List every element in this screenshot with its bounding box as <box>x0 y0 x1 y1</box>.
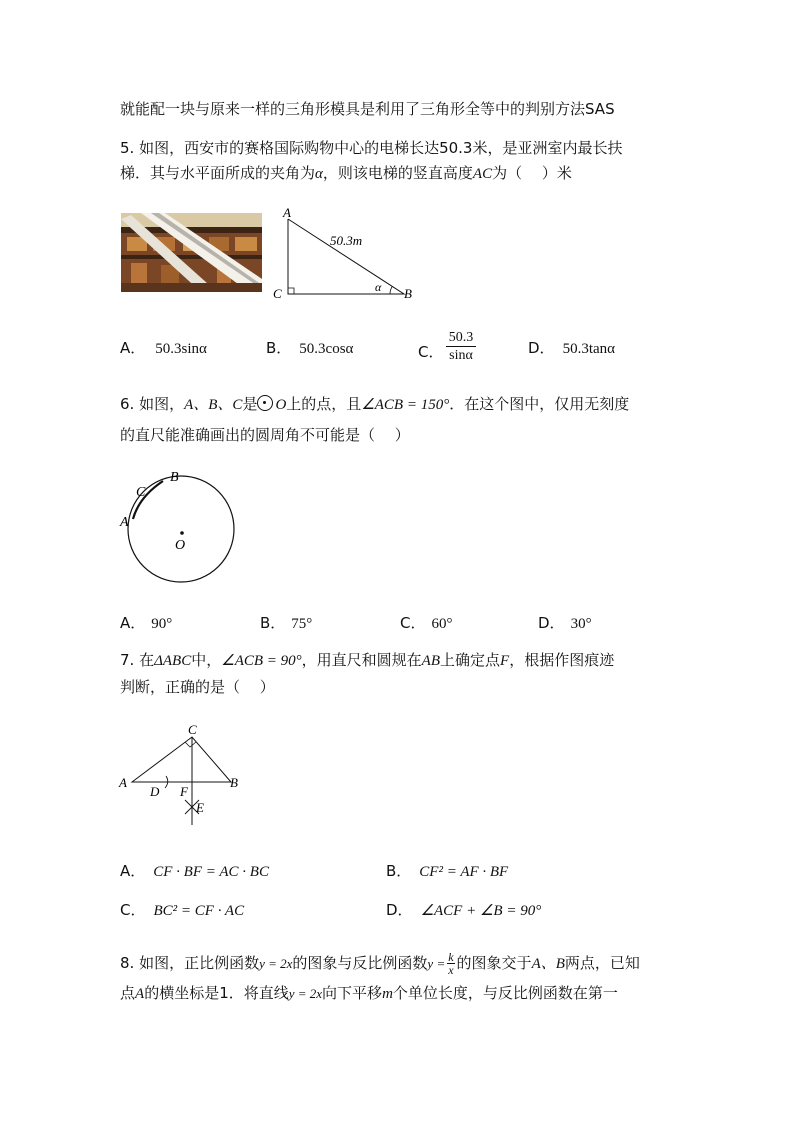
q6-option-a[interactable] <box>120 613 172 634</box>
q7-option-b-label: B． <box>386 862 412 880</box>
q6-option-c[interactable] <box>400 613 452 634</box>
q7-label-b: B <box>230 775 238 790</box>
q5-option-c-denominator: sinα <box>449 348 473 363</box>
q6-option-d-value: 30° <box>570 616 592 632</box>
q6-label-a: A <box>120 515 129 530</box>
q6-points: A、B、C <box>184 397 243 413</box>
q7-option-a[interactable] <box>120 861 269 882</box>
q8-point-a: A <box>135 986 145 1002</box>
q8-line1 <box>120 951 640 976</box>
q6-circle-figure <box>115 465 245 595</box>
q7-line2: 判断，正确的是（ ） <box>120 678 275 696</box>
q5-label-c: C <box>273 286 282 301</box>
q8-func2-num: k <box>448 950 454 964</box>
q8-text-a: 8. 如图，正比例函数 <box>120 954 260 972</box>
q5-option-d-value: 50.3tanα <box>562 341 615 357</box>
q7-text-a: 7. 在 <box>120 651 155 669</box>
q7-option-a-value: CF · BF = AC · BC <box>153 864 269 880</box>
q8-func2-left: y = <box>427 956 446 971</box>
q6-option-c-label: C． <box>400 614 426 632</box>
q6-line2: 的直尺能准确画出的圆周角不可能是（ ） <box>120 426 410 444</box>
q5-option-d[interactable] <box>528 338 615 359</box>
q7-triangle-figure <box>118 720 248 830</box>
q8-func2-fraction <box>447 951 454 976</box>
q7-label-a: A <box>119 775 127 790</box>
q5-ac: AC <box>472 166 493 182</box>
q7-ab: AB <box>421 653 440 669</box>
q6-label-c: C <box>136 485 146 500</box>
q8-text-c: 的图象交于 <box>456 954 532 972</box>
q5-option-d-label: D． <box>528 339 555 357</box>
q7-label-d: D <box>150 784 160 799</box>
q6-option-c-value: 60° <box>431 616 453 632</box>
q7-text-e: ，根据作图痕迹 <box>509 651 615 669</box>
q5-line2 <box>120 163 572 184</box>
q6-text-a: 6. 如图， <box>120 395 185 413</box>
q7-option-c-value: BC² = CF · AC <box>153 903 245 919</box>
q7-text-d: 上确定点 <box>440 651 501 669</box>
q7-triangle: ΔABC <box>154 653 192 669</box>
q5-text-c: 为（ ）米 <box>492 164 572 182</box>
q7-text-b: 中， <box>191 651 222 669</box>
q8-m: m <box>382 986 393 1002</box>
q7-option-d-label: D． <box>386 901 413 919</box>
q5-option-c-label: C． <box>418 343 444 361</box>
q7-label-f: F <box>180 784 188 799</box>
q8-points: A、B <box>531 956 565 972</box>
q6-label-o: O <box>175 538 186 553</box>
q8-text-d: 两点，已知 <box>564 954 640 972</box>
q6-text-c: 上的点，且 <box>286 395 362 413</box>
q7-angle: ∠ACB = 90° <box>221 653 302 669</box>
q7-option-b-value: CF² = AF · BF <box>419 864 509 880</box>
q6-o: O <box>275 397 287 413</box>
q5-option-a-value: 50.3sinα <box>155 341 207 357</box>
q8-text-e: 点 <box>120 984 136 1002</box>
q5-label-alpha: α <box>375 280 382 294</box>
q6-option-b-value: 75° <box>291 616 313 632</box>
q5-angle-arc <box>390 286 392 294</box>
q6-option-a-label: A． <box>120 614 146 632</box>
q5-option-b[interactable] <box>266 338 353 359</box>
q5-option-a-label: A． <box>120 339 146 357</box>
q6-option-a-value: 90° <box>151 616 173 632</box>
q6-option-d[interactable] <box>538 613 592 634</box>
q5-text-a: 梯．其与水平面所成的夹角为 <box>120 164 316 182</box>
q7-text-c: ，用直尺和圆规在 <box>301 651 422 669</box>
q6-circle-o-symbol <box>257 395 275 411</box>
q5-label-length: 50.3m <box>330 233 363 248</box>
q7-option-c[interactable] <box>120 900 244 921</box>
q7-label-c: C <box>188 722 197 737</box>
q5-label-a: A <box>283 205 291 220</box>
q8-text-b: 的图象与反比例函数 <box>292 954 428 972</box>
q6-text-b: 是 <box>242 395 258 413</box>
q5-label-b: B <box>404 286 412 301</box>
q7-right-angle-mark <box>185 742 196 747</box>
q7-option-d[interactable] <box>386 900 541 921</box>
intro-line: 就能配一块与原来一样的三角形模具是利用了三角形全等中的判别方法SAS <box>120 100 615 118</box>
escalator-photo <box>121 213 262 292</box>
q5-triangle <box>288 219 404 294</box>
q8-text-h: 个单位长度，与反比例函数在第一 <box>392 984 618 1002</box>
q7-option-b[interactable] <box>386 861 508 882</box>
q6-option-b-label: B． <box>260 614 286 632</box>
q7-label-e: E <box>196 800 204 815</box>
q5-triangle-figure <box>273 205 418 301</box>
q8-func1: y = 2x <box>259 956 293 971</box>
q5-option-b-label: B． <box>266 339 292 357</box>
q7-option-d-value: ∠ACF + ∠B = 90° <box>420 903 542 919</box>
q6-option-d-label: D． <box>538 614 565 632</box>
q6-line1 <box>120 394 629 415</box>
q8-text-f: 的横坐标是1．将直线 <box>144 984 289 1002</box>
q5-option-c-numerator: 50.3 <box>448 330 474 345</box>
q6-option-b[interactable] <box>260 613 312 634</box>
q8-line2 <box>120 983 618 1004</box>
q8-func2-den: x <box>448 963 454 977</box>
q5-right-angle-mark <box>288 288 294 294</box>
q5-text-b: ，则该电梯的竖直高度 <box>322 164 473 182</box>
q8-text-g: 向下平移 <box>322 984 383 1002</box>
q5-option-a[interactable] <box>120 338 207 359</box>
q6-angle: ∠ACB = 150° <box>361 397 450 413</box>
q6-center-point <box>180 531 184 535</box>
q5-option-b-value: 50.3cosα <box>299 341 354 357</box>
q7-option-a-label: A． <box>120 862 146 880</box>
q7-option-c-label: C． <box>120 901 146 919</box>
q8-func3: y = 2x <box>288 986 323 1001</box>
q7-line1 <box>120 650 614 671</box>
q5-line1: 5. 如图，西安市的赛格国际购物中心的电梯长达50.3米，是亚洲室内最长扶 <box>120 139 623 157</box>
q5-alpha: α <box>315 166 323 182</box>
q6-label-b: B <box>170 470 179 485</box>
q6-text-d: ．在这个图中，仅用无刻度 <box>449 395 630 413</box>
escalator-photo-art <box>121 213 262 292</box>
q7-triangle <box>132 737 231 782</box>
q7-f: F <box>500 653 510 669</box>
